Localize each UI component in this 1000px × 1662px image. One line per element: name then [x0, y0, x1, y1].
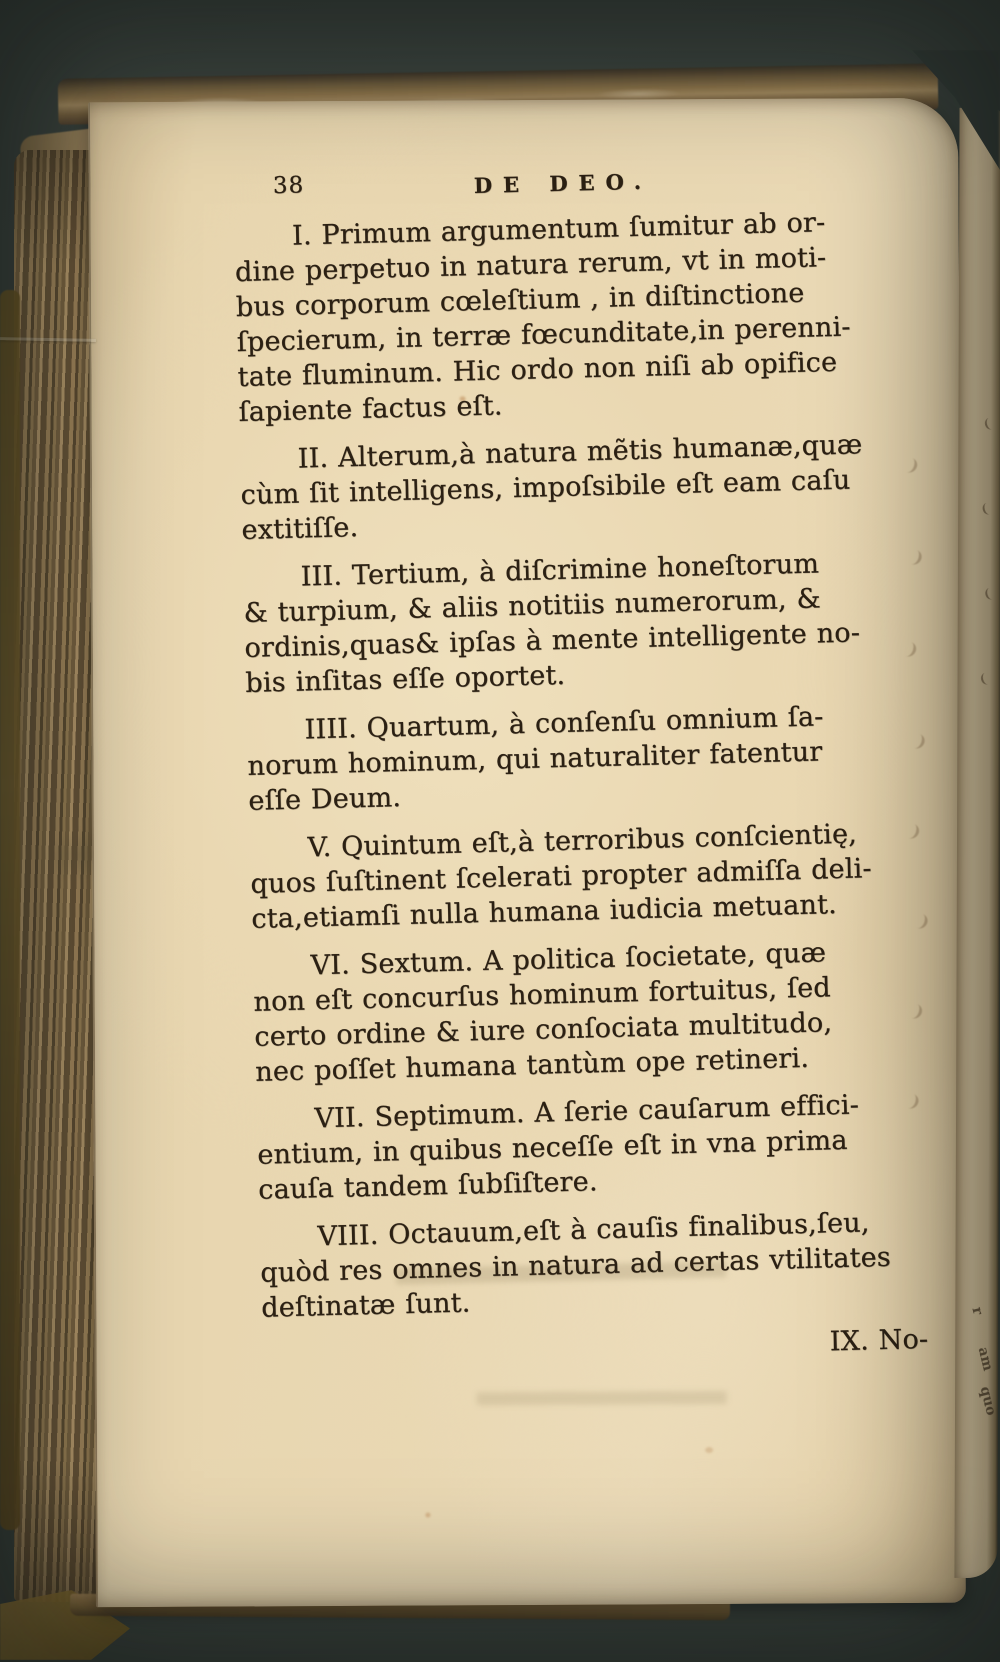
show-through-ghost [477, 1391, 727, 1405]
paragraph [246, 696, 948, 819]
text-line: I. Primum argumentum ſumitur ab or- [291, 207, 826, 252]
text-line: certo ordine & iure conſociata multitudo, [254, 1007, 833, 1053]
edge-scribble [984, 416, 998, 430]
paragraph [234, 202, 939, 430]
text-line: norum hominum, qui naturaliter fatentur [247, 736, 823, 782]
text-line: IIII. Quartum, à conſenſu omnium ſa- [304, 701, 824, 746]
edge-scribble [981, 501, 995, 515]
edge-scribble [984, 586, 998, 600]
text-line: deſtinatæ ſunt. [260, 1287, 471, 1324]
text-line: bis inſitas eſſe oportet. [245, 659, 566, 699]
foxing-spot [425, 1513, 430, 1518]
page-number: 38 [272, 172, 305, 200]
cover-edge [0, 290, 20, 1530]
edge-scribble [980, 671, 994, 685]
text-line: ſpecierum, in terræ fœcunditate,in perenni- [236, 311, 852, 359]
text-line: eſſe Deum. [248, 782, 402, 817]
text-line: VII. Septimum. A ſerie cauſarum effici- [314, 1089, 860, 1135]
paragraph [259, 1203, 961, 1326]
text-line: extitiſſe. [241, 512, 359, 547]
text-line: II. Alterum,à natura mẽtis humanæ,quæ [297, 429, 863, 475]
next-page-edge [954, 108, 1000, 1578]
paragraphs [234, 202, 962, 1325]
paragraph [252, 932, 955, 1090]
edge-text-fragment: am [974, 1345, 996, 1373]
text-line: bus corporum cœleſtium , in diſtinctione [235, 277, 805, 324]
text-line: ſapiente factus eſt. [238, 390, 504, 429]
catchword: IX. No- [829, 1323, 929, 1358]
edge-text-fragment: r [968, 1305, 986, 1317]
text-line: nec poſſet humana tantùm ope retineri. [254, 1042, 810, 1088]
text-line: cùm ſit intelligens, impoſsibile eſt eam caſu [240, 464, 851, 512]
edge-text-fragment: quo [976, 1384, 999, 1418]
foxing-spot [705, 1447, 713, 1453]
text-line: ordinis,quas& ipſas à mente intelligente no- [244, 617, 861, 664]
paragraph [239, 425, 941, 548]
paragraph [256, 1085, 958, 1208]
paragraph [242, 543, 945, 701]
paragraph [249, 814, 951, 937]
book-page [88, 98, 966, 1608]
text-line: & turpium, & aliis notitiis numerorum, & [243, 583, 822, 629]
text-line: cta,etiamſi nulla humana iudicia metuant. [251, 889, 838, 935]
text-line: cauſa tandem ſubſiſtere. [257, 1166, 599, 1206]
text-line: entium, in quibus neceſſe eſt in vna prima [257, 1124, 848, 1171]
text-line: dine perpetuo in natura rerum, vt in moti- [234, 242, 827, 289]
running-header: DE DEO. [473, 168, 653, 199]
text-line: V. Quintum eſt,à terroribus conſcientię, [307, 818, 858, 864]
text-line: quos ſuſtinent ſcelerati propter admiſſa deli- [250, 853, 873, 900]
text-line: III. Tertium, à diſcrimine honeſtorum [300, 548, 820, 593]
text-line: non eſt concurſus hominum fortuitus, ſed [253, 972, 832, 1018]
text-line: VIII. Octauum,eſt à cauſis finalibus,ſeu, [317, 1207, 870, 1253]
text-line: VI. Sextum. A politica ſocietate, quæ [310, 937, 827, 982]
text-line: quòd res omnes in natura ad certas vtilitates [260, 1241, 892, 1289]
text-block [232, 150, 962, 1373]
text-line: tate fluminum. Hic ordo non niſi ab opifice [237, 346, 838, 394]
